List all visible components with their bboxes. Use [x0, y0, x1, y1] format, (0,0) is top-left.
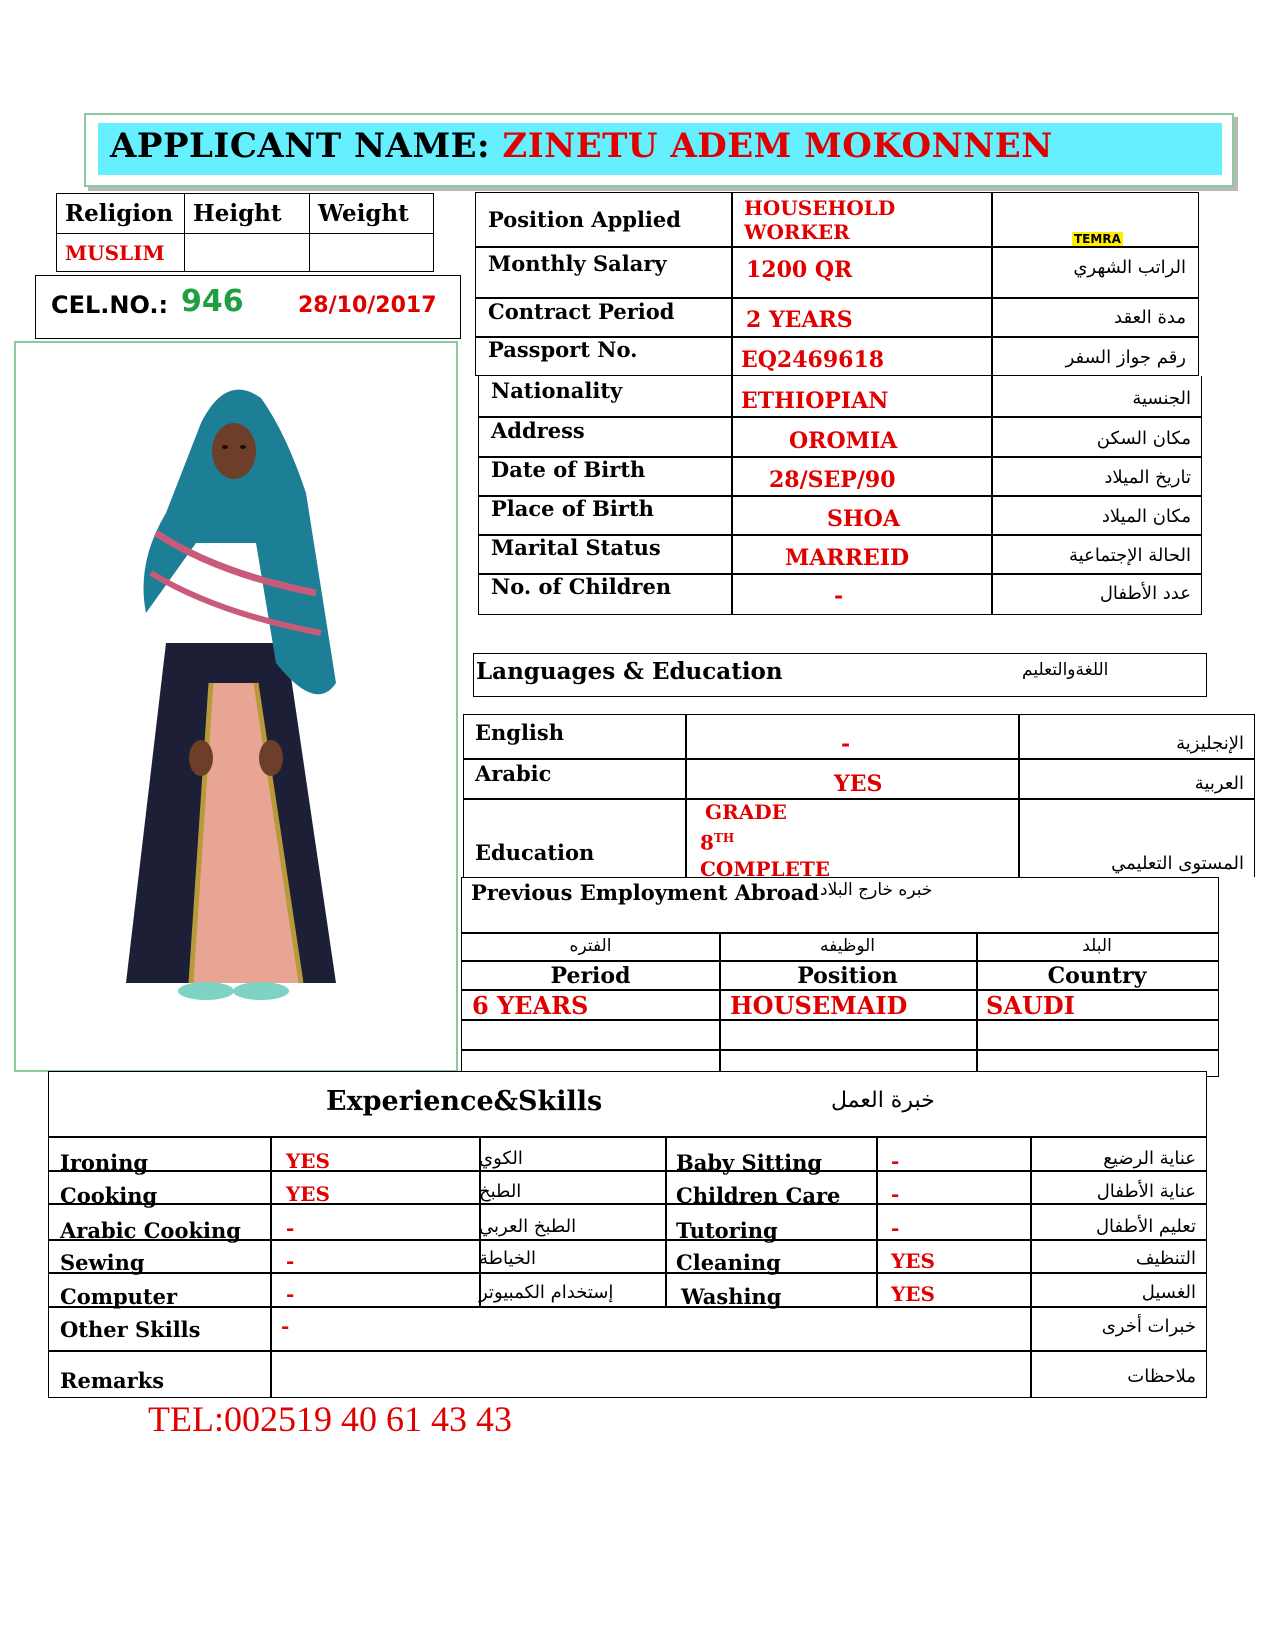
period-header-ar: الفتره — [569, 936, 612, 956]
other-skills-ar: خبرات أخرى — [1101, 1316, 1196, 1337]
position-applied-value — [744, 196, 895, 244]
employment-title: Previous Employment Abroad — [471, 880, 820, 905]
skill-arabic-cooking-value: - — [286, 1216, 295, 1240]
skill-cooking-ar — [479, 1181, 649, 1202]
pob-value: SHOA — [827, 506, 900, 532]
skill-cooking-label: Cooking — [60, 1183, 158, 1208]
pob-label: Place of Birth — [491, 496, 654, 521]
passport-ar: رقم جواز السفر — [1065, 347, 1186, 368]
skill-tutoring-value: - — [891, 1216, 900, 1240]
skill-ironing-label: Ironing — [60, 1150, 149, 1175]
contract-period-ar: مدة العقد — [1114, 307, 1186, 328]
cel-number-box — [35, 275, 461, 339]
weight-value — [310, 234, 434, 272]
skill-computer-ar-text: إستخدام الكمبيوتر — [479, 1282, 614, 1303]
skill-sewing-ar-text: الخياطة — [479, 1248, 536, 1269]
remarks-label: Remarks — [60, 1368, 165, 1393]
position-applied-line2: WORKER — [744, 220, 850, 244]
children-value: - — [834, 583, 844, 609]
employment-table — [461, 877, 1219, 1077]
skill-computer-value: - — [286, 1282, 295, 1306]
personal-table — [478, 376, 1202, 615]
skill-cleaning-value: YES — [891, 1249, 935, 1273]
skills-title-ar: خبرة العمل — [831, 1088, 935, 1113]
skill-washing-value: YES — [891, 1282, 935, 1306]
other-skills-label: Other Skills — [60, 1317, 201, 1342]
employment-position: HOUSEMAID — [730, 991, 908, 1020]
arabic-label: Arabic — [475, 761, 552, 786]
cel-date: 28/10/2017 — [298, 293, 437, 318]
remarks-ar: ملاحظات — [1127, 1366, 1196, 1387]
skill-ironing-ar — [479, 1148, 649, 1169]
skill-sewing-value: - — [286, 1249, 295, 1273]
passport-label: Passport No. — [488, 337, 638, 362]
skills-title: Experience&Skills — [326, 1086, 603, 1117]
dob-label: Date of Birth — [491, 457, 646, 482]
english-value: - — [841, 731, 851, 757]
contract-period-value: 2 YEARS — [746, 307, 853, 333]
skill-ironing-ar-text: الكوي — [479, 1148, 523, 1169]
languages-heading-box — [473, 653, 1207, 697]
skill-arabic-cooking-ar — [479, 1216, 649, 1237]
temra-tag-text: TEMRA — [1074, 232, 1121, 246]
marital-value: MARREID — [785, 545, 910, 571]
skill-ironing-value: YES — [286, 1149, 330, 1173]
cel-number: 946 — [181, 284, 244, 319]
children-label: No. of Children — [491, 574, 672, 599]
nationality-value: ETHIOPIAN — [741, 388, 889, 414]
skill-baby-sitting-ar: عناية الرضيع — [1103, 1148, 1196, 1169]
position-applied-label: Position Applied — [488, 207, 681, 232]
marital-label: Marital Status — [491, 535, 661, 560]
arabic-value: YES — [834, 771, 883, 797]
english-label: English — [475, 720, 565, 745]
children-ar: عدد الأطفال — [1099, 583, 1191, 604]
position-table — [475, 192, 1199, 376]
position-header-ar: الوظيفه — [819, 936, 876, 956]
skill-washing-ar: الغسيل — [1141, 1282, 1196, 1303]
height-label: Height — [185, 194, 310, 234]
applicant-banner — [84, 113, 1234, 187]
arabic-ar: العربية — [1194, 773, 1244, 794]
education-line1: GRADE — [705, 800, 787, 824]
skill-arabic-cooking-ar-text: الطبخ العربي — [479, 1216, 577, 1237]
marital-ar: الحالة الإجتماعية — [1069, 545, 1191, 566]
education-label: Education — [475, 840, 595, 865]
skill-tutoring-label: Tutoring — [676, 1218, 778, 1243]
skill-cooking-ar-text: الطبخ — [479, 1181, 522, 1202]
languages-table — [463, 714, 1255, 881]
skill-children-care-ar: عناية الأطفال — [1096, 1181, 1196, 1202]
education-grade-suffix: TH — [713, 831, 735, 845]
period-header: Period — [550, 963, 631, 989]
languages-title: Languages & Education — [476, 658, 783, 685]
country-header-ar: البلد — [1082, 936, 1112, 956]
pob-ar: مكان الميلاد — [1101, 506, 1191, 527]
temra-tag — [1072, 228, 1123, 247]
skill-computer-ar — [479, 1282, 649, 1303]
position-applied-line1: HOUSEHOLD — [744, 196, 896, 220]
other-skills-value: - — [281, 1314, 290, 1338]
weight-label: Weight — [310, 194, 434, 234]
employment-title-ar: خبره خارج البلاد — [820, 880, 933, 900]
religion-label: Religion — [57, 194, 185, 234]
skill-washing-label: Washing — [681, 1284, 782, 1309]
address-label: Address — [491, 418, 585, 443]
applicant-name-heading — [110, 126, 1053, 166]
cel-label: CEL.NO.: — [51, 291, 169, 319]
education-line3: COMPLETE — [700, 856, 830, 881]
country-header: Country — [1047, 963, 1147, 989]
nationality-label: Nationality — [491, 378, 623, 403]
skill-cleaning-ar: التنظيف — [1135, 1248, 1196, 1269]
passport-value: EQ2469618 — [741, 347, 885, 373]
contract-period-label: Contract Period — [488, 299, 675, 324]
applicant-photo — [16, 343, 456, 1070]
employment-period: 6 YEARS — [472, 991, 589, 1020]
monthly-salary-label: Monthly Salary — [488, 251, 667, 276]
address-value: OROMIA — [789, 428, 898, 454]
skills-table — [48, 1071, 1207, 1398]
address-ar: مكان السكن — [1096, 428, 1191, 449]
dob-value: 28/SEP/90 — [769, 467, 896, 493]
applicant-name-value: ZINETU ADEM MOKONNEN — [502, 126, 1053, 166]
languages-title-ar: اللغةوالتعليم — [1022, 660, 1109, 680]
applicant-name-label: APPLICANT NAME: — [110, 126, 491, 166]
employment-country: SAUDI — [986, 991, 1075, 1020]
footer-telephone: TEL:002519 40 61 43 43 — [148, 1399, 512, 1439]
monthly-salary-ar: الراتب الشهري — [1073, 257, 1186, 278]
banner-highlight — [98, 123, 1222, 175]
skill-baby-sitting-value: - — [891, 1149, 900, 1173]
skill-tutoring-ar: تعليم الأطفال — [1095, 1216, 1196, 1237]
skill-baby-sitting-label: Baby Sitting — [676, 1150, 823, 1175]
dob-ar: تاريخ الميلاد — [1104, 467, 1191, 488]
skill-sewing-ar — [479, 1248, 649, 1269]
height-value — [185, 234, 310, 272]
religion-value: MUSLIM — [57, 234, 185, 272]
english-ar: الإنجليزية — [1176, 733, 1244, 754]
basic-info-table — [56, 193, 434, 272]
nationality-ar: الجنسية — [1132, 388, 1191, 409]
education-grade-number: 8 — [700, 830, 714, 855]
skill-children-care-value: - — [891, 1182, 900, 1206]
skill-children-care-label: Children Care — [676, 1183, 841, 1208]
education-value — [700, 799, 830, 882]
skill-sewing-label: Sewing — [60, 1250, 145, 1275]
applicant-photo-frame — [14, 341, 458, 1072]
skill-arabic-cooking-label: Arabic Cooking — [60, 1218, 241, 1243]
education-ar: المستوى التعليمي — [1111, 853, 1244, 874]
skill-cleaning-label: Cleaning — [676, 1250, 781, 1275]
position-header: Position — [797, 963, 898, 989]
skill-cooking-value: YES — [286, 1182, 330, 1206]
monthly-salary-value: 1200 QR — [746, 257, 853, 283]
skill-computer-label: Computer — [60, 1284, 178, 1309]
